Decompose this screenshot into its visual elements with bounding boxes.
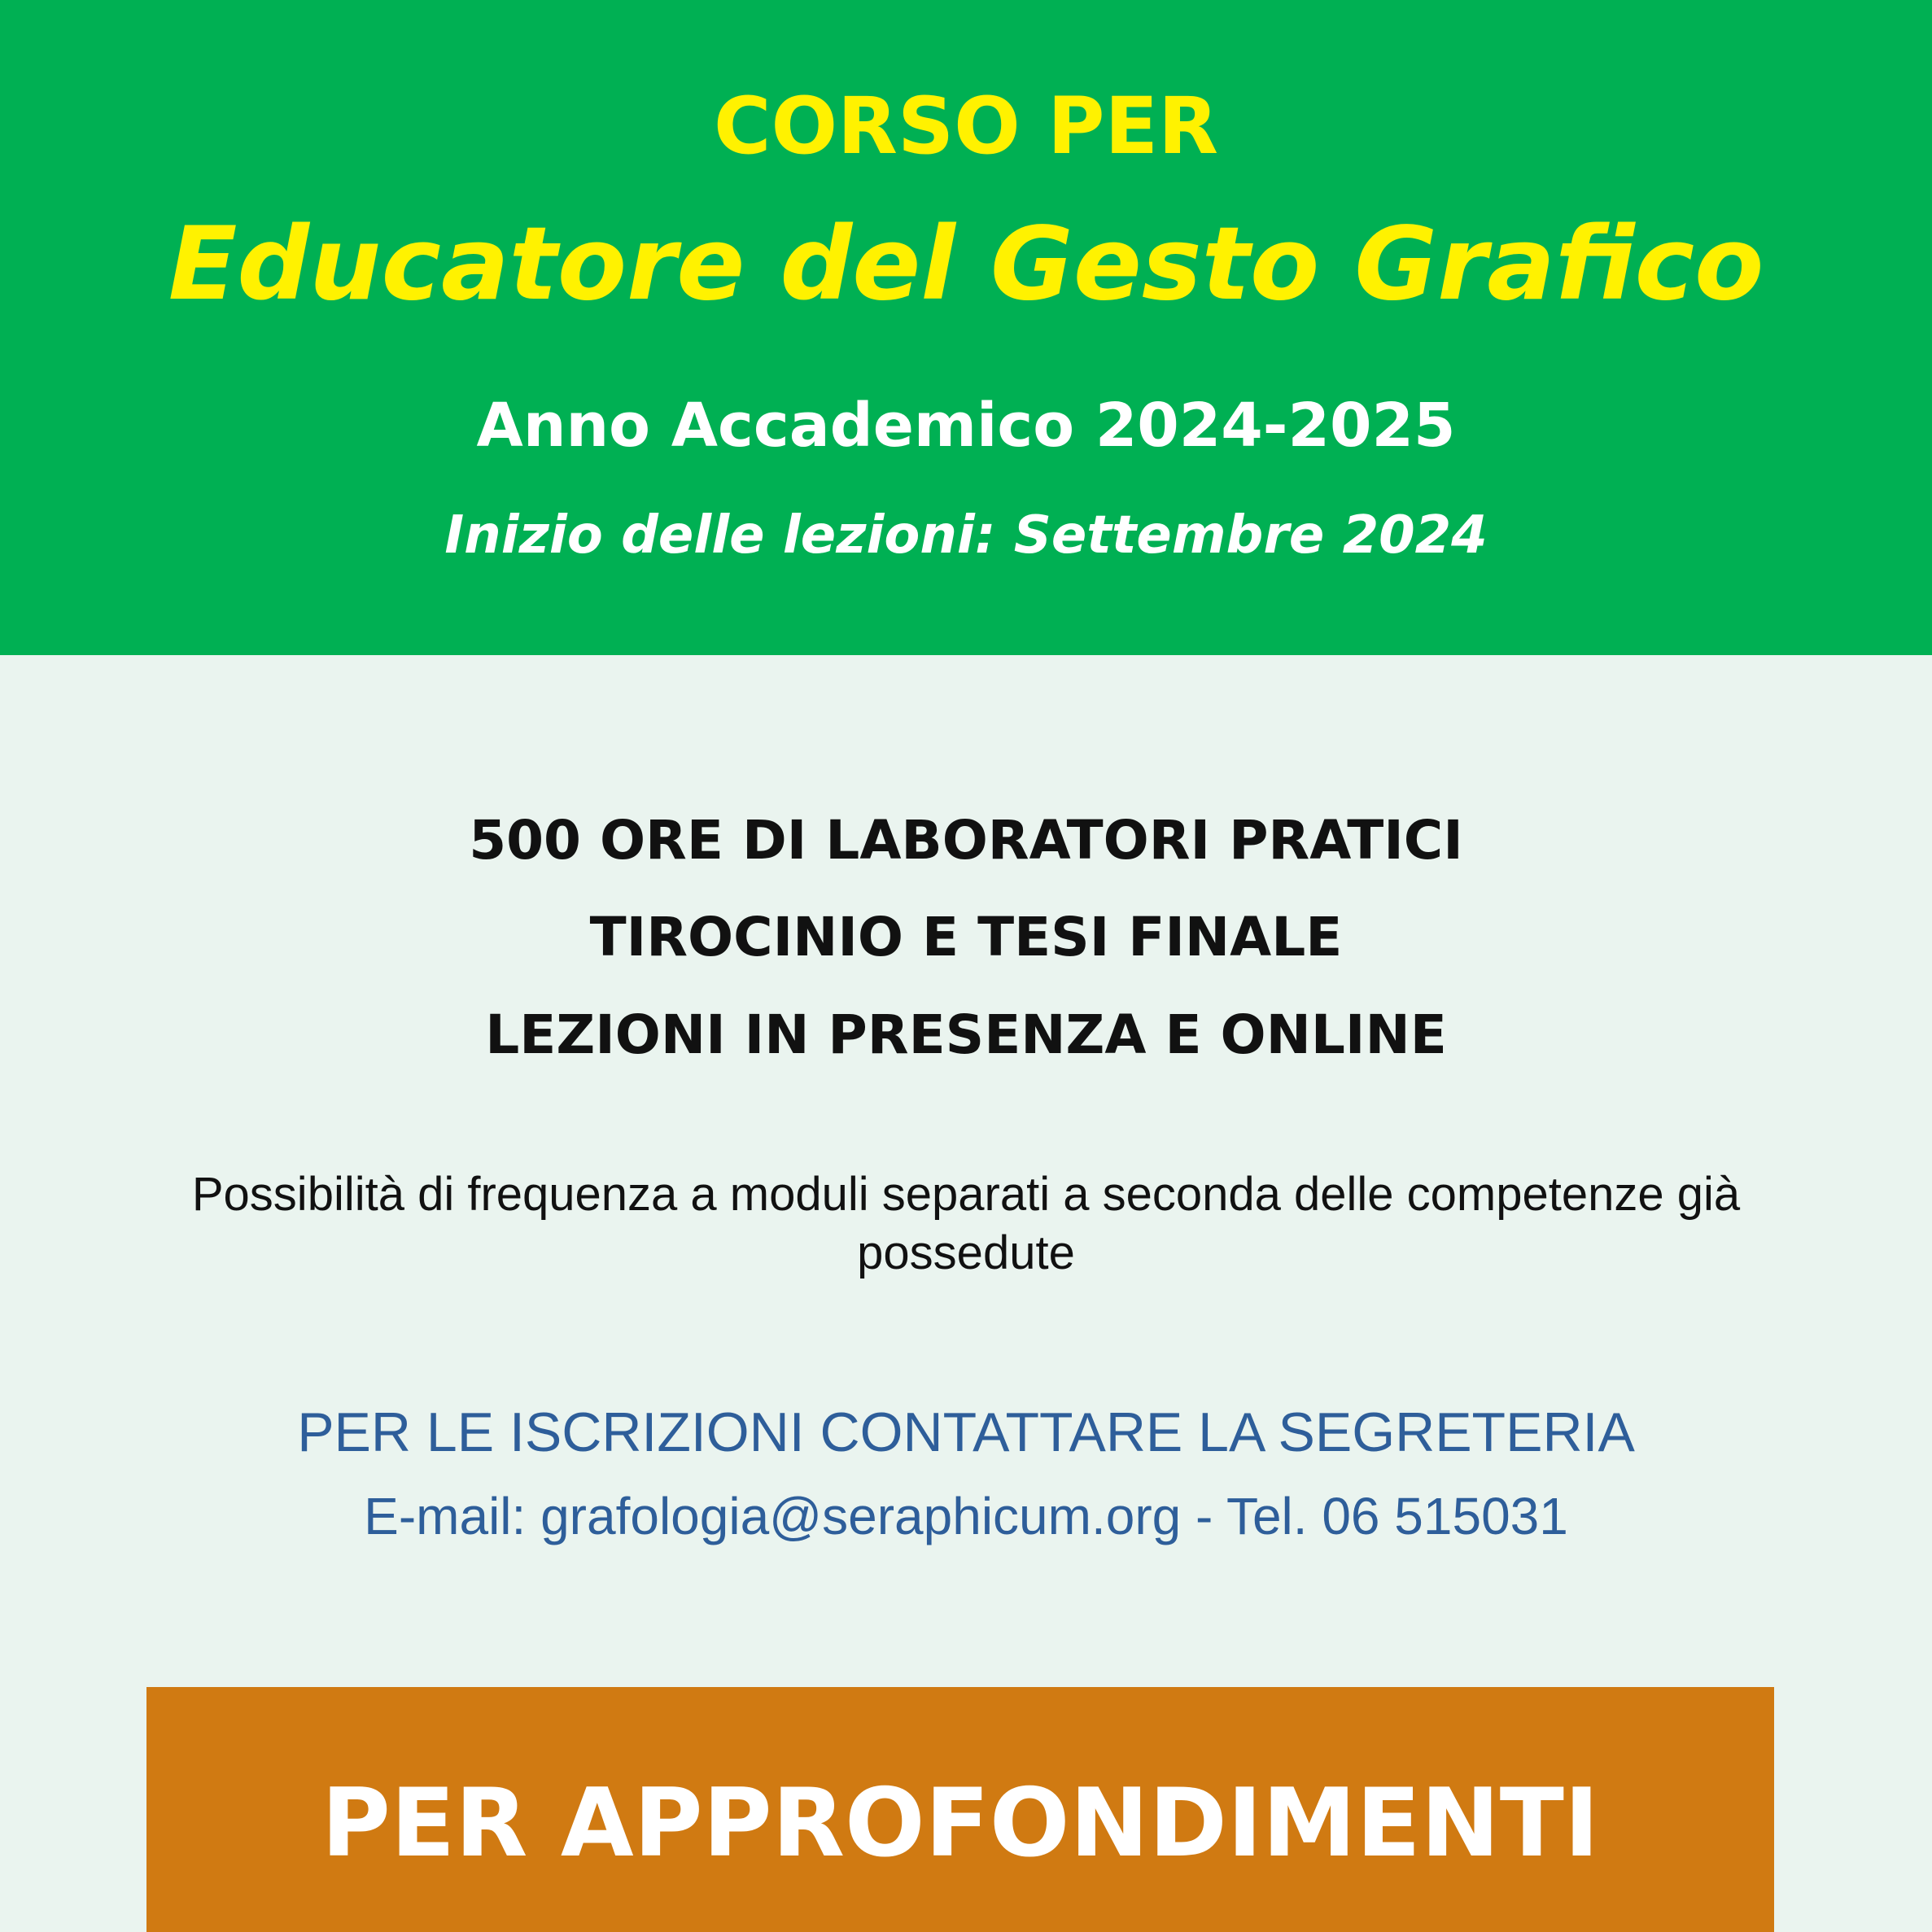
highlight-lessons: LEZIONI IN PRESENZA E ONLINE xyxy=(485,1003,1447,1066)
more-info-button[interactable] xyxy=(146,1687,1774,1932)
start-date: Inizio delle lezioni: Settembre 2024 xyxy=(444,505,1488,566)
highlight-lab-hours: 500 ORE DI LABORATORI PRATICI xyxy=(469,809,1463,872)
header-banner xyxy=(0,0,1932,655)
more-info-label: PER APPROFONDIMENTI xyxy=(321,1768,1600,1878)
modules-note: Possibilità di frequenza a moduli separati a seconda delle competenze già possedute xyxy=(191,1168,1741,1279)
course-kicker: CORSO PER xyxy=(713,81,1218,172)
academic-year: Anno Accademico 2024-2025 xyxy=(476,391,1456,461)
highlight-internship: TIROCINIO E TESI FINALE xyxy=(589,906,1343,968)
contact-title: PER LE ISCRIZIONI CONTATTARE LA SEGRETERIA xyxy=(297,1401,1635,1463)
course-title: Educatore del Gesto Grafico xyxy=(168,206,1764,323)
contact-info: E-mail: grafologia@seraphicum.org - Tel. 06 515031 xyxy=(364,1487,1568,1545)
